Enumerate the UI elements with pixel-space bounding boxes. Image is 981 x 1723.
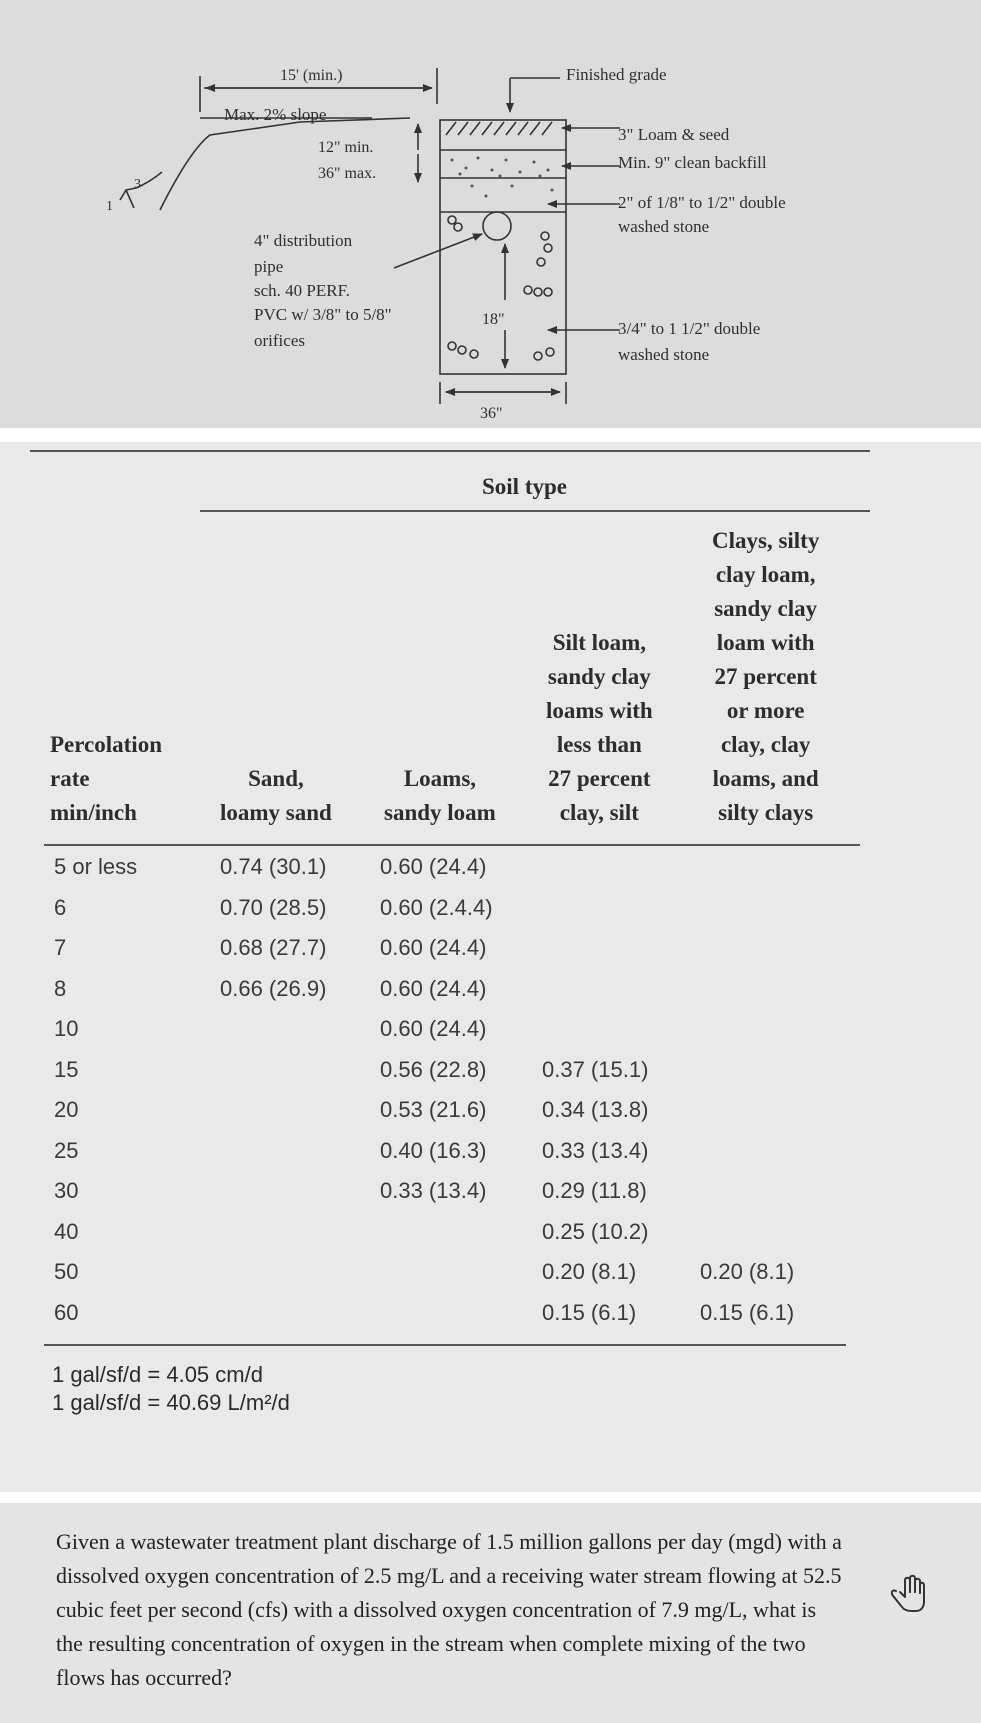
col-header-line: or more [726,698,805,723]
loading-rate-cell-sand: 0.68 (27.7) [220,935,327,960]
loading-rate-cell-clay: 0.15 (6.1) [700,1299,795,1325]
col-header-sand [220,762,332,830]
loading-rate-cell-silt: 0.25 (10.2) [542,1218,649,1244]
question-panel [0,1503,981,1723]
col-header-line: 27 percent [714,664,817,689]
slope-rise-label: 3 [134,177,141,192]
col-header-line: 27 percent [548,766,651,791]
col-header-line: sandy loam [384,800,496,825]
col-header-line: loams, and [712,766,819,791]
trench-diagram-svg [0,0,981,428]
percolation-rate-cell: 60 [54,1299,79,1325]
col-header-line: less than [556,732,642,757]
loading-rate-cell-sand: 0.74 (30.1) [220,854,327,879]
percolation-rate-cell: 10 [54,1016,79,1041]
row-header-line: Percolation [50,732,162,757]
percolation-rate-cell: 15 [54,1056,79,1082]
col-header-line: Clays, silty [712,528,820,553]
col-header-line: sandy clay [714,596,818,621]
col-header-line: loam with [716,630,815,655]
width-min-label: 15' (min.) [280,67,343,84]
backfill-label: Min. 9" clean backfill [618,153,767,172]
stone-bottom-label-1: 3/4" to 1 1/2" double [618,319,761,338]
percolation-rate-cell: 50 [54,1259,79,1284]
depth-min-label: 12" min. [318,139,374,156]
conversion-note: 1 gal/sf/d = 4.05 cm/d [52,1362,263,1387]
trench-cross-section-diagram [0,0,981,428]
loading-rate-cell-silt: 0.33 (13.4) [542,1137,649,1163]
question-text: Given a wastewater treatment plant discharge of 1.5 million gallons per day (mgd) with a dissolved oxygen concentration of 2.5 mg/L and a receiving water stream flowing at 52.5 cubic feet per second (cfs) with a dissolved oxygen concentration of 7.9 mg/L, what is the resulting concentration of oxygen in the stream when complete mixing of the two flows has occurred? [56,1529,842,1690]
slope-label: Max. 2% slope [224,105,327,124]
soil-type-rule [200,510,870,512]
table-top-rule [30,450,870,452]
stone-top-label-1: 2" of 1/8" to 1/2" double [618,193,786,212]
percolation-rate-cell: 20 [54,1097,79,1122]
loading-rate-cell-clay: 0.20 (8.1) [700,1259,795,1284]
stone-top-label-2: washed stone [618,217,710,236]
percolation-rate-cell: 25 [54,1137,79,1163]
col-header-line: silty clays [718,800,814,825]
loading-rate-cell-loam: 0.60 (24.4) [380,854,487,879]
percolation-rate-cell: 40 [54,1218,79,1244]
depth-18-label: 18" [482,311,505,328]
pipe-label-2: pipe [254,257,284,276]
soil-type-title: Soil type [482,474,567,499]
loading-rate-cell-loam: 0.60 (24.4) [380,935,487,960]
percolation-rate-header [50,728,162,830]
percolation-rate-cell: 8 [54,975,67,1001]
hand-cursor-icon-svg [886,1569,930,1613]
pipe-label-4: PVC w/ 3/8" to 5/8" [254,305,392,324]
loading-rate-cell-loam: 0.56 (22.8) [380,1056,487,1082]
col-header-loam [384,762,496,830]
percolation-rate-cell: 30 [54,1178,79,1203]
col-header-line: Sand, [248,766,304,791]
loading-rate-cell-sand: 0.66 (26.9) [220,975,327,1001]
stone-bottom-label-2: washed stone [618,345,710,364]
row-header-line: min/inch [50,800,137,825]
pipe-label-1: 4" distribution [254,231,353,250]
loading-rate-cell-sand: 0.70 (28.5) [220,894,327,920]
loading-rate-cell-loam: 0.53 (21.6) [380,1097,487,1122]
percolation-rate-cell: 6 [54,894,67,920]
loading-rate-cell-silt: 0.15 (6.1) [542,1299,637,1325]
loading-rate-cell-loam: 0.33 (13.4) [380,1178,487,1203]
col-header-clay [712,524,819,830]
slope-run-label: 1 [106,199,113,214]
finished-grade-label: Finished grade [566,65,667,84]
loading-rate-cell-loam: 0.60 (24.4) [380,975,487,1001]
col-header-line: clay, silt [559,800,639,825]
loading-rate-cell-loam: 0.60 (24.4) [380,1016,487,1041]
depth-max-label: 36" max. [318,165,377,182]
col-header-line: sandy clay [547,664,651,689]
loading-rate-cell-silt: 0.20 (8.1) [542,1259,637,1284]
pipe-label-5: orifices [254,331,305,350]
loading-rate-cell-silt: 0.29 (11.8) [542,1178,647,1203]
row-header-line: rate [50,766,90,791]
width-36-label: 36" [480,405,503,422]
loading-rate-cell-loam: 0.40 (16.3) [380,1137,487,1163]
col-header-line: clay, clay [720,732,811,757]
pipe-label-3: sch. 40 PERF. [254,281,350,300]
col-header-line: Loams, [403,766,477,791]
table-bottom-rule [44,1344,846,1346]
header-bottom-rule [44,844,860,846]
hand-cursor-icon [886,1569,930,1613]
conversion-note: 1 gal/sf/d = 40.69 L/m²/d [52,1390,290,1415]
percolation-rate-cell: 5 or less [54,854,138,879]
percolation-rate-cell: 7 [54,935,67,960]
loading-rate-cell-silt: 0.34 (13.8) [542,1097,649,1122]
loading-rate-cell-silt: 0.37 (15.1) [542,1056,649,1082]
col-header-silt [546,626,653,830]
col-header-line: loamy sand [220,800,332,825]
col-header-line: Silt loam, [552,630,646,655]
loam-seed-label: 3" Loam & seed [618,125,730,144]
loading-rate-cell-loam: 0.60 (2.4.4) [380,894,493,920]
hydraulic-loading-table [0,442,981,1492]
col-header-line: clay loam, [715,562,816,587]
col-header-line: loams with [546,698,653,723]
